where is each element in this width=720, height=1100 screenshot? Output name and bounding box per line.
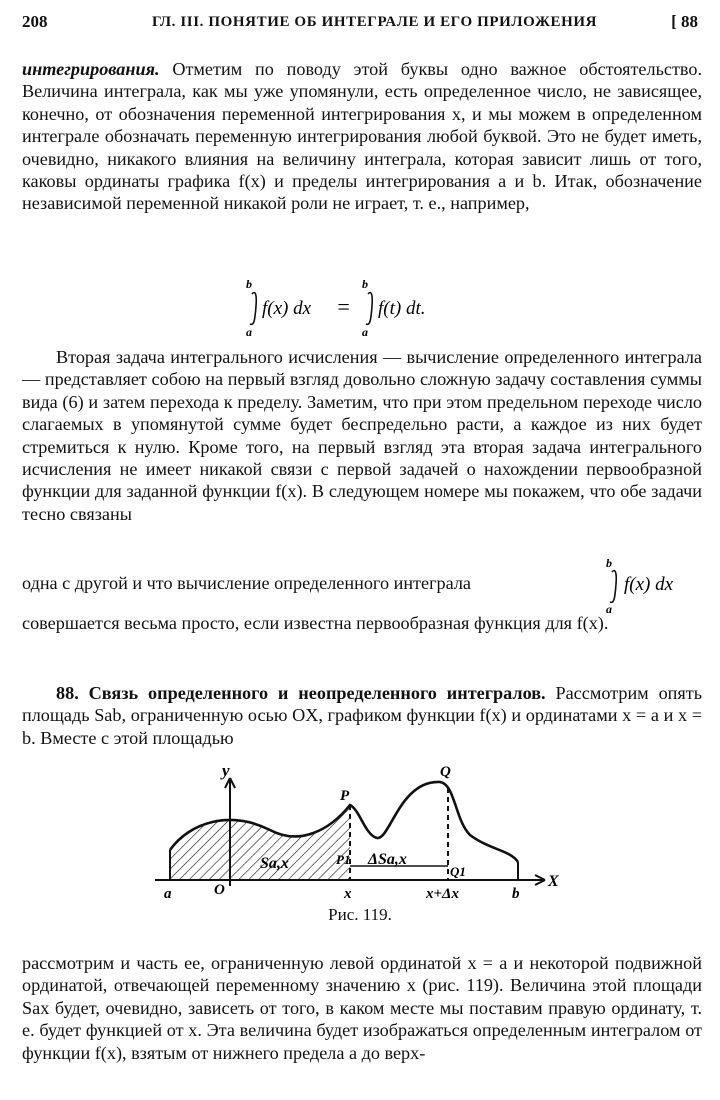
paragraph-2-integral-line <box>22 572 582 594</box>
label-a: a <box>164 886 172 900</box>
inline-int-expr: f(x) dx <box>624 574 674 595</box>
label-s-area: Sa,x <box>260 855 289 872</box>
label-q: Q <box>440 764 451 780</box>
label-x: x <box>344 886 352 900</box>
section-marker: [ 88 <box>671 12 698 31</box>
label-q1: Q1 <box>450 864 466 879</box>
paragraph-3-text: рассмотрим и часть ее, ограниченную левой ординатой x = a и некоторой подвижной ординатой, отвечающей переменному значению x (рис. 119). Величина этой площади Sax будет, очевидно, зависеть от того, в каком месте мы поставим правую ординату, т. е. будет функцией от x. Эта величина будет изображаться определенным интегралом от функции f(x), взятым от нижнего предела a до верх- <box>22 953 702 1063</box>
paragraph-1-text: Отметим по поводу этой буквы одно важное обстоятельство. Величина интеграла, как мы уже упомянули, есть определенное число, не зависящее, конечно, от обозначения переменной интегрирования x, и мы можем в определенном интеграле обозначать переменную интегрирования любой буквой. Это не будет иметь, очевидно, никакого влияния на величину интеграла, которая зависит лишь от того, каковы ординаты графика f(x) и пределы интегрирования a и b. Итак, обозначение независимой переменной никакой роли не играет, т. е., например, <box>22 59 703 214</box>
integral-sign-1 <box>250 293 256 325</box>
formula-integral-equality <box>0 276 720 344</box>
section-88 <box>22 682 702 749</box>
page-number: 208 <box>22 12 48 31</box>
formula-upper-2: b <box>362 277 368 291</box>
section-number: 88. <box>56 683 79 703</box>
lead-word: интегрирования. <box>22 59 160 79</box>
paragraph-2-tail-text: совершается весьма просто, если известна первообразная функция для f(x). <box>22 613 609 633</box>
paragraph-2-tail <box>22 612 702 634</box>
label-y: y <box>222 761 230 780</box>
integral-sign-2 <box>366 293 372 325</box>
label-p: P <box>340 788 350 804</box>
paragraph-3 <box>22 952 702 1064</box>
inline-integral-sign <box>610 571 616 603</box>
paragraph-2-int-line: одна с другой и что вычисление определенного интеграла <box>22 573 472 593</box>
page-header <box>22 12 698 42</box>
label-p1: P1 <box>336 852 351 867</box>
label-delta-s: ΔSa,x <box>368 851 407 868</box>
formula-lower-2: a <box>362 325 368 338</box>
inline-lower: a <box>606 602 612 614</box>
paragraph-2-text: Вторая задача интегрального исчисления — вычисление определенного интеграла — представляет собою на первый взгляд довольно сложную задачу составления суммы вида (6) и затем перехода к пределу. Заметим, что при этом предельном переходе число слагаемых в упомянутой сумме будет беспредельно расти, а каждое из них будет стремиться к нулю. Кроме того, на первый взгляд эта вторая задача интегрального исчисления не имеет никакой связи с первой задачей о нахождении первообразной функции для заданной функции f(x). В следующем номере мы покажем, что обе задачи тесно связаны <box>22 347 702 524</box>
label-x-dx: x+Δx <box>426 886 459 900</box>
formula-eq: = <box>336 294 351 319</box>
running-title: ГЛ. III. ПОНЯТИЕ ОБ ИНТЕГРАЛЕ И ЕГО ПРИЛОЖЕНИЯ <box>152 14 598 30</box>
inline-integral <box>602 556 702 620</box>
inline-integral-svg <box>602 556 702 614</box>
formula-upper-1: b <box>246 277 252 291</box>
label-o: O <box>214 882 225 898</box>
paragraph-1 <box>22 58 702 215</box>
label-x-axis: X <box>548 873 559 890</box>
formula-left: f(x) dx <box>262 298 312 319</box>
formula-lower-1: a <box>246 325 252 338</box>
figure-119 <box>150 760 570 900</box>
section-title: Связь определенного и неопределенного интегралов. <box>88 683 546 703</box>
inline-upper: b <box>606 556 612 570</box>
paragraph-2 <box>22 346 702 525</box>
formula-svg <box>230 276 490 338</box>
label-b: b <box>512 886 520 900</box>
formula-right: f(t) dt. <box>378 298 426 319</box>
figure-caption: Рис. 119. <box>328 905 392 924</box>
section-88-text: Рассмотрим опять площадь Sab, ограниченную осью OX, графиком функции f(x) и ординатами x = a и x = b. Вместе с этой площадью <box>22 683 703 748</box>
